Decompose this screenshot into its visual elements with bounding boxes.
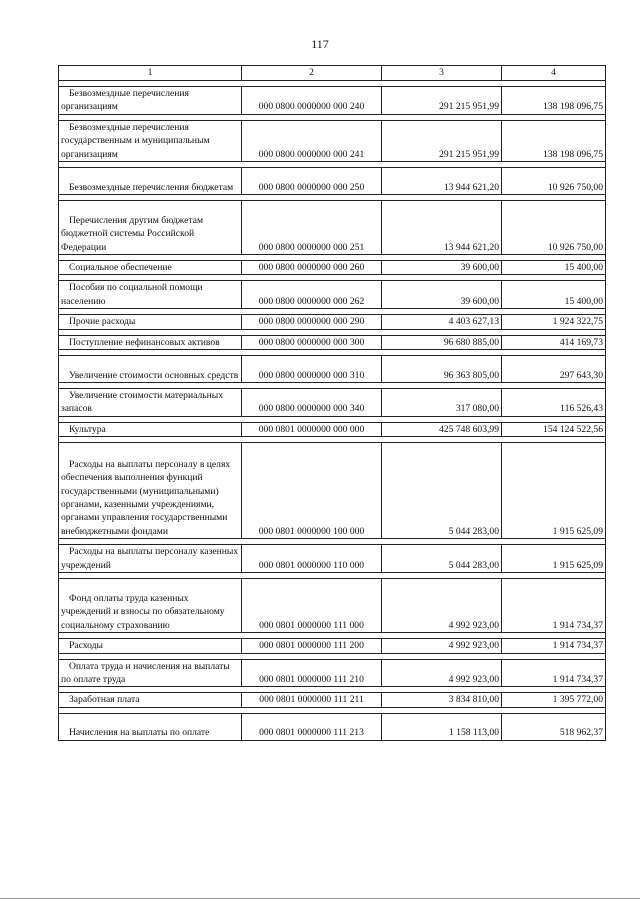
row-value-col3: 13 944 621,20 xyxy=(382,168,502,195)
row-name: Увеличение стоимости материальных запасов xyxy=(59,389,242,417)
column-header: 2 xyxy=(242,66,382,81)
row-value-col3: 291 215 951,99 xyxy=(382,87,502,115)
table-header-row xyxy=(59,66,606,81)
table-row xyxy=(59,168,606,195)
table-row xyxy=(59,422,606,436)
row-value-col3: 317 080,00 xyxy=(382,389,502,417)
row-code: 000 0800 0000000 000 290 xyxy=(242,315,382,329)
row-name: Безвозмездные перечисления государственным и муниципальным организациям xyxy=(59,120,242,161)
row-code: 000 0801 0000000 100 000 xyxy=(242,443,382,539)
row-code: 000 0801 0000000 111 200 xyxy=(242,639,382,653)
row-code: 000 0800 0000000 000 310 xyxy=(242,356,382,383)
table-row xyxy=(59,315,606,329)
row-value-col4: 15 400,00 xyxy=(502,261,606,275)
row-code: 000 0800 0000000 000 241 xyxy=(242,120,382,161)
row-value-col3: 96 680 885,00 xyxy=(382,335,502,349)
row-value-col3: 4 992 923,00 xyxy=(382,579,502,633)
row-value-col3: 39 600,00 xyxy=(382,261,502,275)
row-name: Начисления на выплаты по оплате xyxy=(59,713,242,740)
row-code: 000 0800 0000000 000 251 xyxy=(242,201,382,255)
row-value-col3: 425 748 603,99 xyxy=(382,422,502,436)
row-value-col4: 10 926 750,00 xyxy=(502,168,606,195)
table-row xyxy=(59,579,606,633)
row-value-col3: 1 158 113,00 xyxy=(382,713,502,740)
row-code: 000 0800 0000000 000 250 xyxy=(242,168,382,195)
row-name: Расходы на выплаты персоналу казенных учреждений xyxy=(59,545,242,573)
column-header: 3 xyxy=(382,66,502,81)
table-row xyxy=(59,389,606,417)
row-code: 000 0800 0000000 000 260 xyxy=(242,261,382,275)
row-name: Безвозмездные перечисления организациям xyxy=(59,87,242,115)
row-code: 000 0800 0000000 000 300 xyxy=(242,335,382,349)
row-value-col4: 414 169,73 xyxy=(502,335,606,349)
table-row xyxy=(59,335,606,349)
row-code: 000 0801 0000000 111 213 xyxy=(242,713,382,740)
table-row xyxy=(59,261,606,275)
table-row xyxy=(59,120,606,161)
table-row xyxy=(59,545,606,573)
row-code: 000 0801 0000000 000 000 xyxy=(242,422,382,436)
row-code: 000 0800 0000000 000 262 xyxy=(242,281,382,309)
table-row xyxy=(59,693,606,707)
row-name: Перечисления другим бюджетам бюджетной системы Российской Федерации xyxy=(59,201,242,255)
page-bottom-rule xyxy=(0,898,640,899)
row-name: Фонд оплаты труда казенных учреждений и взносы по обязательному социальному страхованию xyxy=(59,579,242,633)
row-value-col4: 10 926 750,00 xyxy=(502,201,606,255)
budget-table xyxy=(58,65,606,741)
row-value-col4: 1 395 772,00 xyxy=(502,693,606,707)
row-name: Безвозмездные перечисления бюджетам xyxy=(59,168,242,195)
table-row xyxy=(59,713,606,740)
row-code: 000 0801 0000000 110 000 xyxy=(242,545,382,573)
row-name: Культура xyxy=(59,422,242,436)
row-name: Расходы xyxy=(59,639,242,653)
row-name: Расходы на выплаты персоналу в целях обеспечения выполнения функций государственными (муниципальными) органами, казенными учреждениями, органами управления государственными внебюджетными фондами xyxy=(59,443,242,539)
row-code: 000 0801 0000000 111 211 xyxy=(242,693,382,707)
row-value-col4: 297 643,30 xyxy=(502,356,606,383)
row-name: Прочие расходы xyxy=(59,315,242,329)
row-value-col4: 116 526,43 xyxy=(502,389,606,417)
row-value-col4: 138 198 096,75 xyxy=(502,120,606,161)
row-name: Увеличение стоимости основных средств xyxy=(59,356,242,383)
row-value-col4: 1 924 322,75 xyxy=(502,315,606,329)
row-value-col4: 518 962,37 xyxy=(502,713,606,740)
row-value-col4: 154 124 522,56 xyxy=(502,422,606,436)
row-name: Заработная плата xyxy=(59,693,242,707)
row-value-col3: 96 363 805,00 xyxy=(382,356,502,383)
row-name: Оплата труда и начисления на выплаты по оплате труда xyxy=(59,659,242,687)
column-header: 1 xyxy=(59,66,242,81)
table-row xyxy=(59,443,606,539)
table-row xyxy=(59,639,606,653)
row-name: Поступление нефинансовых активов xyxy=(59,335,242,349)
table-row xyxy=(59,87,606,115)
row-value-col3: 39 600,00 xyxy=(382,281,502,309)
row-value-col4: 1 915 625,09 xyxy=(502,545,606,573)
row-value-col4: 1 914 734,37 xyxy=(502,659,606,687)
row-value-col3: 5 044 283,00 xyxy=(382,545,502,573)
row-value-col4: 15 400,00 xyxy=(502,281,606,309)
row-code: 000 0801 0000000 111 000 xyxy=(242,579,382,633)
row-value-col4: 1 914 734,37 xyxy=(502,639,606,653)
row-value-col3: 4 992 923,00 xyxy=(382,659,502,687)
row-value-col4: 1 915 625,09 xyxy=(502,443,606,539)
row-value-col3: 13 944 621,20 xyxy=(382,201,502,255)
row-value-col3: 4 992 923,00 xyxy=(382,639,502,653)
row-value-col3: 4 403 627,13 xyxy=(382,315,502,329)
column-header: 4 xyxy=(502,66,606,81)
page-number: 117 xyxy=(311,37,329,51)
row-code: 000 0800 0000000 000 240 xyxy=(242,87,382,115)
table-row xyxy=(59,356,606,383)
row-value-col3: 3 834 810,00 xyxy=(382,693,502,707)
row-value-col4: 1 914 734,37 xyxy=(502,579,606,633)
row-value-col3: 291 215 951,99 xyxy=(382,120,502,161)
row-value-col4: 138 198 096,75 xyxy=(502,87,606,115)
row-code: 000 0800 0000000 000 340 xyxy=(242,389,382,417)
table-row xyxy=(59,201,606,255)
row-value-col3: 5 044 283,00 xyxy=(382,443,502,539)
table-row xyxy=(59,659,606,687)
row-name: Пособия по социальной помощи населению xyxy=(59,281,242,309)
table-row xyxy=(59,281,606,309)
row-code: 000 0801 0000000 111 210 xyxy=(242,659,382,687)
row-name: Социальное обеспечение xyxy=(59,261,242,275)
